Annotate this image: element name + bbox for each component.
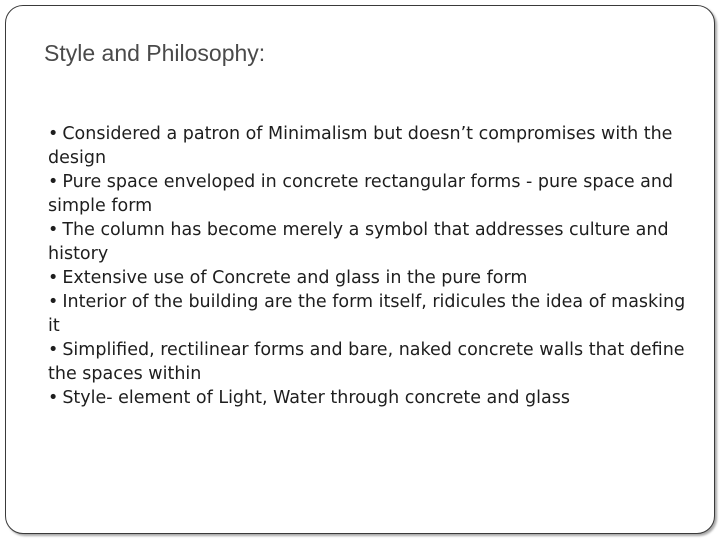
- bullet-text: Extensive use of Concrete and glass in the pure form: [62, 268, 528, 288]
- bullet-mark: •: [48, 172, 59, 192]
- bullet-item: [48, 170, 688, 218]
- bullet-text: Considered a patron of Minimalism but doesn’t compromises with the design: [48, 124, 673, 168]
- bullet-mark: •: [48, 340, 59, 360]
- bullet-text: Interior of the building are the form itself, ridicules the idea of masking it: [48, 292, 686, 336]
- bullet-text: Pure space enveloped in concrete rectangular forms - pure space and simple form: [48, 172, 674, 216]
- bullet-text: Simplified, rectilinear forms and bare, naked concrete walls that define the spaces within: [48, 340, 685, 384]
- bullet-mark: •: [48, 268, 59, 288]
- bullet-item: [48, 386, 688, 410]
- bullet-mark: •: [48, 124, 59, 144]
- bullet-mark: •: [48, 388, 59, 408]
- bullet-item: [48, 218, 688, 266]
- bullet-mark: •: [48, 220, 59, 240]
- bullet-item: [48, 266, 688, 290]
- bullet-item: [48, 290, 688, 338]
- bullet-text: The column has become merely a symbol that addresses culture and history: [48, 220, 669, 264]
- bullet-text: Style- element of Light, Water through concrete and glass: [62, 388, 570, 408]
- bullet-mark: •: [48, 292, 59, 312]
- slide-title: Style and Philosophy:: [44, 40, 266, 66]
- bullet-item: [48, 122, 688, 170]
- bullet-item: [48, 338, 688, 386]
- bullet-list: [48, 122, 688, 410]
